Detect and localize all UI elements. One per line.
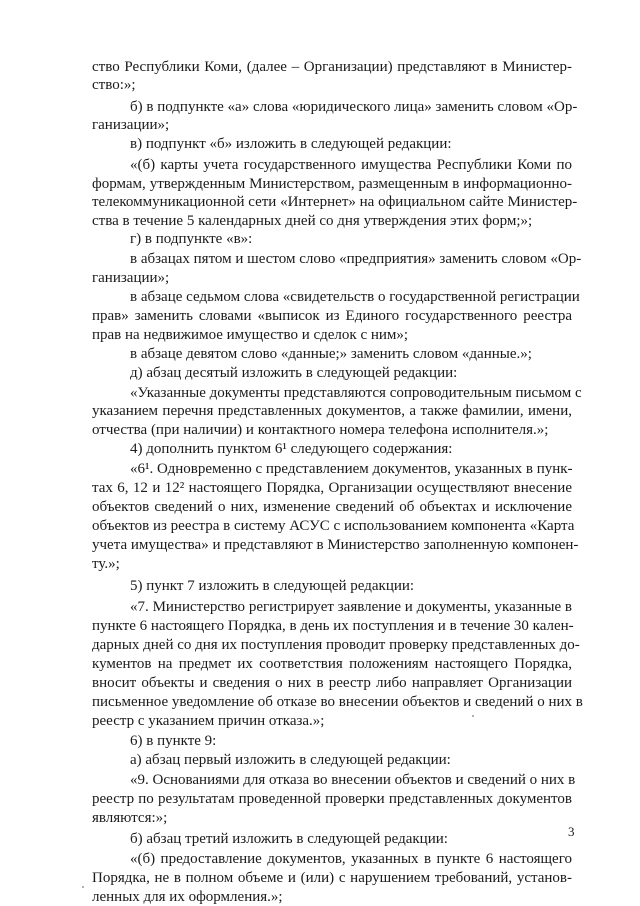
text-line: а) абзац первый изложить в следующей редакции: (130, 752, 451, 768)
text-line: вносит объекты и сведения о них в реестр либо направляет Организации (92, 675, 572, 691)
text-line: письменное уведомление об отказе во внесении объектов и сведений о них в (92, 694, 583, 710)
text-line: кументов на предмет их соответствия положениям настоящего Порядка, (92, 656, 572, 672)
text-line: г) в подпункте «в»: (130, 231, 253, 247)
text-line: в) подпункт «б» изложить в следующей редакции: (130, 136, 452, 152)
text-line: ство:»; (92, 77, 136, 93)
text-line: реестр по результатам проведенной проверки представленных документов (92, 791, 572, 807)
text-line: 6) в пункте 9: (130, 733, 217, 749)
text-line: дарных дней со дня их поступления проводит проверку представленных до- (92, 637, 580, 653)
text-line: «(б) предоставление документов, указанных в пункте 6 настоящего (130, 851, 572, 867)
text-line: прав» заменить словами «выписок из Единого государственного реестра (92, 308, 572, 324)
text-line: в абзаце седьмом слова «свидетельств о государственной регистрации (130, 289, 580, 305)
page-number: 3 (568, 824, 575, 839)
scan-speck (82, 886, 84, 888)
text-line: «Указанные документы представляются сопроводительным письмом с (130, 385, 582, 401)
text-line: 4) дополнить пунктом 6¹ следующего содержания: (130, 441, 453, 457)
text-line: в абзацах пятом и шестом слово «предприятия» заменить словом «Ор- (130, 251, 582, 267)
text-line: б) абзац третий изложить в следующей редакции: (130, 831, 448, 847)
text-line: «(б) карты учета государственного имущества Республики Коми по (130, 157, 572, 173)
text-line: являются:»; (92, 810, 168, 826)
text-line: д) абзац десятый изложить в следующей редакции: (130, 365, 458, 381)
text-line: ганизации»; (92, 117, 170, 133)
text-line: объектов сведений о них, изменение сведений об объектах и исключение (92, 499, 572, 515)
text-line: объектов из реестра в систему АСУС с использованием компонента «Карта (92, 518, 575, 534)
text-line: «9. Основаниями для отказа во внесении объектов и сведений о них в (130, 772, 576, 788)
text-line: ту.»; (92, 556, 120, 572)
text-line: ства в течение 5 календарных дней со дня утверждения этих форм;»; (92, 213, 533, 229)
text-line: пункте 6 настоящего Порядка, в день их поступления и в течение 30 кален- (92, 618, 574, 634)
text-line: «6¹. Одновременно с представлением документов, указанных в пунк- (130, 461, 573, 477)
text-line: «7. Министерство регистрирует заявление и документы, указанные в (130, 599, 572, 615)
text-line: реестр с указанием причин отказа.»; (92, 713, 325, 729)
text-line: учета имущества» и представляют в Министерство заполненную компонен- (92, 537, 579, 553)
text-line: отчества (при наличии) и контактного номера телефона исполнителя.»; (92, 422, 549, 438)
text-line: телекоммуникационной сети «Интернет» на официальном сайте Министер- (92, 194, 578, 210)
text-line: формам, утвержденным Министерством, размещенным в информационно- (92, 176, 572, 192)
text-line: указанием перечня представленных документов, а также фамилии, имени, (92, 403, 572, 419)
text-line: тах 6, 12 и 12² настоящего Порядка, Организации осуществляют внесение (92, 480, 572, 496)
text-line: ство Республики Коми, (далее – Организации) представляют в Министер- (92, 59, 572, 75)
scan-speck (472, 715, 474, 717)
text-line: Порядка, не в полном объеме и (или) с нарушением требований, установ- (92, 870, 572, 886)
text-line: прав на недвижимое имущество и сделок с ним»; (92, 327, 409, 343)
text-line: 5) пункт 7 изложить в следующей редакции: (130, 578, 415, 594)
text-line: ганизации»; (92, 270, 170, 286)
text-line: в абзаце девятом слово «данные;» заменить словом «данные.»; (130, 346, 532, 362)
text-line: б) в подпункте «а» слова «юридического лица» заменить словом «Ор- (130, 99, 578, 115)
text-line: ленных для их оформления.»; (92, 889, 283, 905)
